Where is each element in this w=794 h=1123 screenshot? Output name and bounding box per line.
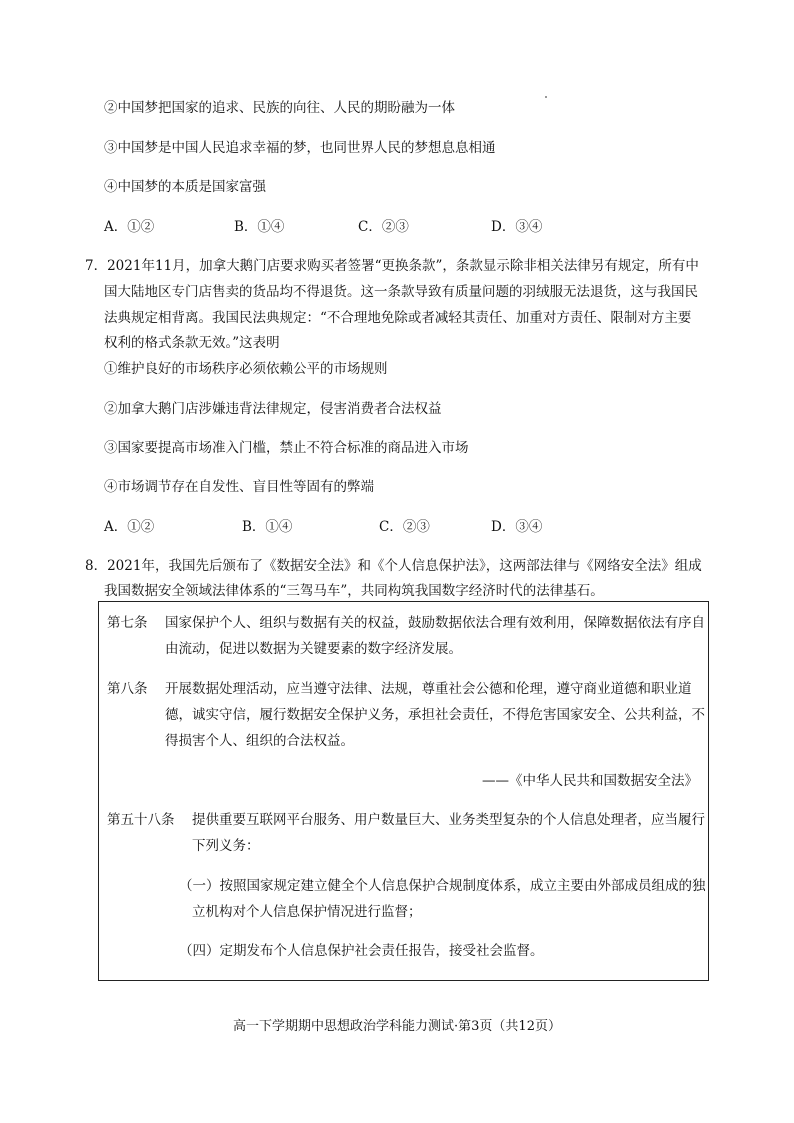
q6-option-3: ③中国梦是中国人民追求幸福的梦，也同世界人民的梦想息息相通 — [104, 140, 496, 156]
q7-stem-line-2: 国大陆地区专门店售卖的货品均不得退货。这一条款导致有质量问题的羽绒服无法退货，这与我国民 — [104, 284, 698, 300]
q6-choice-c: C．②③ — [358, 219, 409, 235]
q7-stem-line-3: 法典规定相背离。我国民法典规定：“不合理地免除或者减轻其责任、加重对方责任、限制对方主要 — [104, 310, 692, 326]
q8-stem-line-2: 我国数据安全领域法律体系的“三驾马车”，共同构筑我国数字经济时代的法律基石。 — [104, 583, 604, 599]
q8-stem-line-1: 8．2021年，我国先后颁布了《数据安全法》和《个人信息保护法》，这两部法律与《网络安全法》组成 — [85, 558, 702, 574]
law-excerpt-box — [98, 601, 709, 981]
q7-choice-a: A．①② — [104, 519, 155, 535]
q7-stem-line-4: 权利的格式条款无效。”这表明 — [104, 335, 280, 351]
duty-1-line-2: 立机构对个人信息保护情况进行监督； — [192, 904, 422, 920]
q6-option-2: ②中国梦把国家的追求、民族的向往、人民的期盼融为一体 — [104, 100, 455, 116]
source-citation: ——《中华人民共和国数据安全法》 — [482, 773, 698, 789]
article-7-line-2: 由流动，促进以数据为关键要素的数字经济发展。 — [165, 641, 462, 657]
q6-choice-d: D．③④ — [491, 219, 543, 235]
q7-option-3: ③国家要提高市场准入门槛，禁止不符合标准的商品进入市场 — [104, 440, 469, 456]
q7-option-2: ②加拿大鹅门店涉嫌违背法律规定，侵害消费者合法权益 — [104, 401, 442, 417]
scan-speck — [545, 96, 547, 98]
duty-1-line-1: （一）按照国家规定建立健全个人信息保护合规制度体系，成立主要由外部成员组成的独 — [179, 878, 706, 894]
q6-option-4: ④中国梦的本质是国家富强 — [104, 179, 266, 195]
q7-option-4: ④市场调节存在自发性、盲目性等固有的弊端 — [104, 479, 374, 495]
q6-choice-b: B．①④ — [234, 219, 285, 235]
article-58-line-1: 提供重要互联网平台服务、用户数量巨大、业务类型复杂的个人信息处理者，应当履行 — [192, 812, 705, 828]
article-8-line-3: 得损害个人、组织的合法权益。 — [165, 733, 354, 749]
q7-choice-b: B．①④ — [242, 519, 293, 535]
article-7-line-1: 国家保护个人、组织与数据有关的权益，鼓励数据依法合理有效利用，保障数据依法有序自 — [165, 615, 705, 631]
article-8-label: 第八条 — [107, 681, 148, 697]
q7-choice-d: D．③④ — [491, 519, 543, 535]
article-58-line-2: 下列义务： — [192, 838, 260, 854]
article-7-label: 第七条 — [107, 615, 148, 631]
page-footer: 高一下学期期中思想政治学科能力测试·第3页（共12页） — [233, 1019, 561, 1034]
q7-option-1: ①维护良好的市场秩序必须依赖公平的市场规则 — [104, 361, 388, 377]
q6-choice-a: A．①② — [104, 219, 155, 235]
article-58-label: 第五十八条 — [107, 812, 175, 828]
article-8-line-1: 开展数据处理活动，应当遵守法律、法规，尊重社会公德和伦理，遵守商业道德和职业道 — [165, 681, 692, 697]
q7-choice-c: C．②③ — [379, 519, 430, 535]
q7-stem-line-1: 7．2021年11月，加拿大鹅门店要求购买者签署“更换条款”，条款显示除非相关法律另有规定，所有中 — [85, 258, 699, 274]
duty-4: （四）定期发布个人信息保护社会责任报告，接受社会监督。 — [179, 943, 544, 959]
article-8-line-2: 德，诚实守信，履行数据安全保护义务，承担社会责任，不得危害国家安全、公共利益，不 — [165, 707, 705, 723]
